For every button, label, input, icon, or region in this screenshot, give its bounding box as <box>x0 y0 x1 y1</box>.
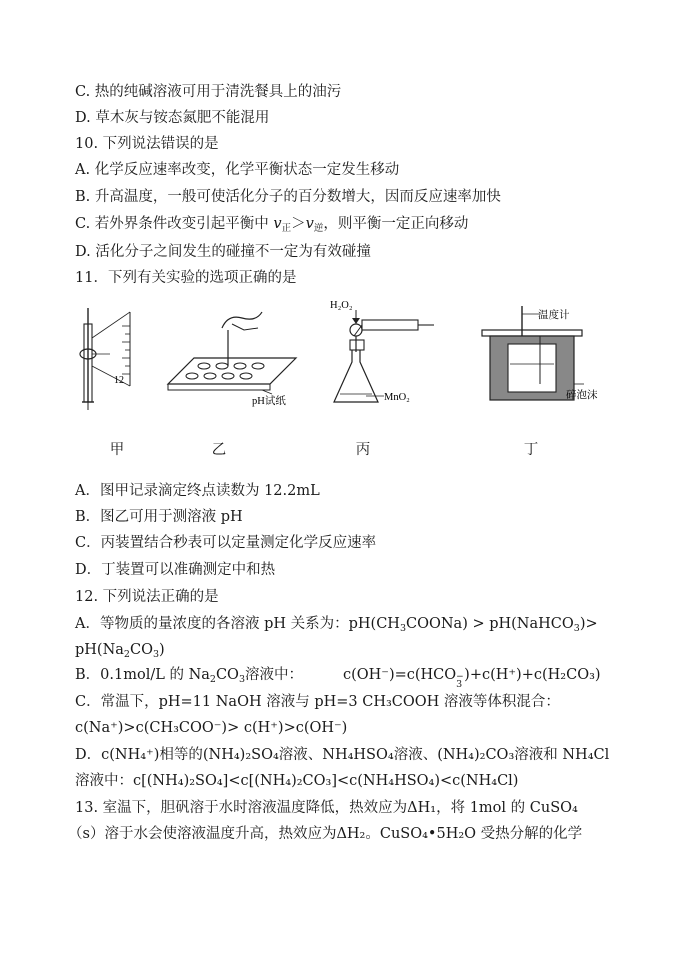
q12b-text-2: CO <box>215 667 239 683</box>
figure-ding-calorimeter <box>480 304 600 414</box>
option-c-text: C. 若外界条件改变引起平衡中 <box>75 216 274 232</box>
option-10d-prev: D. 草木灰与铵态氮肥不能混用 <box>75 110 270 126</box>
caption-ding: 丁 <box>523 442 539 458</box>
question-12-option-c-line2: c(Na⁺)>c(CH₃COO⁻)> c(H⁺)>c(OH⁻) <box>75 720 348 736</box>
question-12-option-b <box>75 665 648 690</box>
question-12-option-a-line2 <box>75 640 648 665</box>
q12b-eq-sup: − <box>456 672 464 682</box>
question-12-option-a-line1 <box>75 614 648 639</box>
q12a2-text-1: pH(Na <box>75 642 124 658</box>
question-10-option-d: D. 活化分子之间发生的碰撞不一定为有效碰撞 <box>75 244 371 260</box>
question-12-option-c-line1: C．常温下，pH=11 NaOH 溶液与 pH=3 CH₃COOH 溶液等体积混合： <box>75 694 560 710</box>
q12b-text-3: 溶液中： <box>244 667 303 683</box>
question-11-option-c: C．丙装置结合秒表可以定量测定化学反应速率 <box>75 535 377 551</box>
q12b-sub-2: 3 <box>238 674 245 685</box>
question-11: 11．下列有关实验的选项正确的是 <box>75 270 297 286</box>
q12a-text-2: COONa) > pH(NaHCO <box>406 616 574 632</box>
reverse-sub: 逆 <box>313 223 324 234</box>
question-12-option-d-line2: 溶液中：c[(NH₄)₂SO₄]<c[(NH₄)₂CO₃]<c(NH₄HSO₄)<c(NH₄Cl) <box>75 773 519 789</box>
figure-jia-burette <box>70 306 160 416</box>
option-10c-prev: C. 热的纯碱溶液可用于清洗餐具上的油污 <box>75 84 342 100</box>
q12a-sub-2: 3 <box>573 623 580 634</box>
q12a-text-1: A．等物质的量浓度的各溶液 pH 关系为：pH(CH <box>75 616 400 632</box>
option-c-tail: ，则平衡一定正向移动 <box>323 216 469 232</box>
question-10-option-a: A. 化学反应速率改变，化学平衡状态一定发生移动 <box>75 162 400 178</box>
q12a2-sub-2: 3 <box>152 649 159 660</box>
question-12-option-d-line1: D．c(NH₄⁺)相等的(NH₄)₂SO₄溶液、NH₄HSO₄溶液、(NH₄)₂CO₃溶液和 NH₄Cl <box>75 747 610 763</box>
caption-bing: 丙 <box>355 442 371 458</box>
question-10: 10. 下列说法错误的是 <box>75 136 219 152</box>
q12a2-text-2: CO <box>129 642 153 658</box>
caption-yi: 乙 <box>211 442 227 458</box>
v-reverse: v <box>305 216 314 232</box>
forward-sub: 正 <box>281 223 292 234</box>
q12a-text-3: )> <box>579 616 598 632</box>
caption-jia: 甲 <box>109 442 125 458</box>
bing-h2o2-label: H₂O₂ <box>330 300 353 311</box>
question-12: 12. 下列说法正确的是 <box>75 589 219 605</box>
question-10-option-c <box>75 214 648 239</box>
question-11-option-b: B．图乙可用于测溶液 pH <box>75 509 243 525</box>
q12a2-text-3: ) <box>159 642 165 658</box>
figure-bing-flask <box>326 296 446 412</box>
ding-foam-label: 碎泡沫 <box>566 389 598 401</box>
q12a-sub-1: 3 <box>399 623 406 634</box>
question-11-option-a: A．图甲记录滴定终点读数为 12.2mL <box>75 483 320 499</box>
v-forward: v <box>273 216 282 232</box>
bing-mno2-label: MnO₂ <box>384 392 410 403</box>
jia-reading: 12 <box>114 375 124 386</box>
question-11-option-d: D．丁装置可以准确测定中和热 <box>75 562 276 578</box>
q12b-eq-sub: 3 <box>456 679 463 690</box>
q12a2-sub-1: 2 <box>123 649 130 660</box>
greater-than: ＞ <box>291 216 306 232</box>
q12b-text-1: B．0.1mol/L 的 Na <box>75 667 210 683</box>
question-13-line1: 13. 室温下，胆矾溶于水时溶液温度降低，热效应为ΔH₁，将 1mol 的 CuSO₄ <box>75 800 578 816</box>
ding-thermometer-label: 温度计 <box>538 309 570 321</box>
q12b-sub-1: 2 <box>209 674 216 685</box>
q12b-equation-tail: )+c(H⁺)+c(H₂CO₃) <box>464 667 601 683</box>
question-13-line2: （s）溶于水会使溶液温度升高，热效应为ΔH₂。CuSO₄•5H₂O 受热分解的化学 <box>68 826 583 842</box>
question-10-option-b: B. 升高温度，一般可使活化分子的百分数增大，因而反应速率加快 <box>75 189 501 205</box>
yi-ph-paper-label: pH试纸 <box>252 396 286 407</box>
q12b-equation: c(OH⁻)=c(HCO <box>342 667 457 683</box>
figure-yi-ph-paper <box>162 306 312 416</box>
